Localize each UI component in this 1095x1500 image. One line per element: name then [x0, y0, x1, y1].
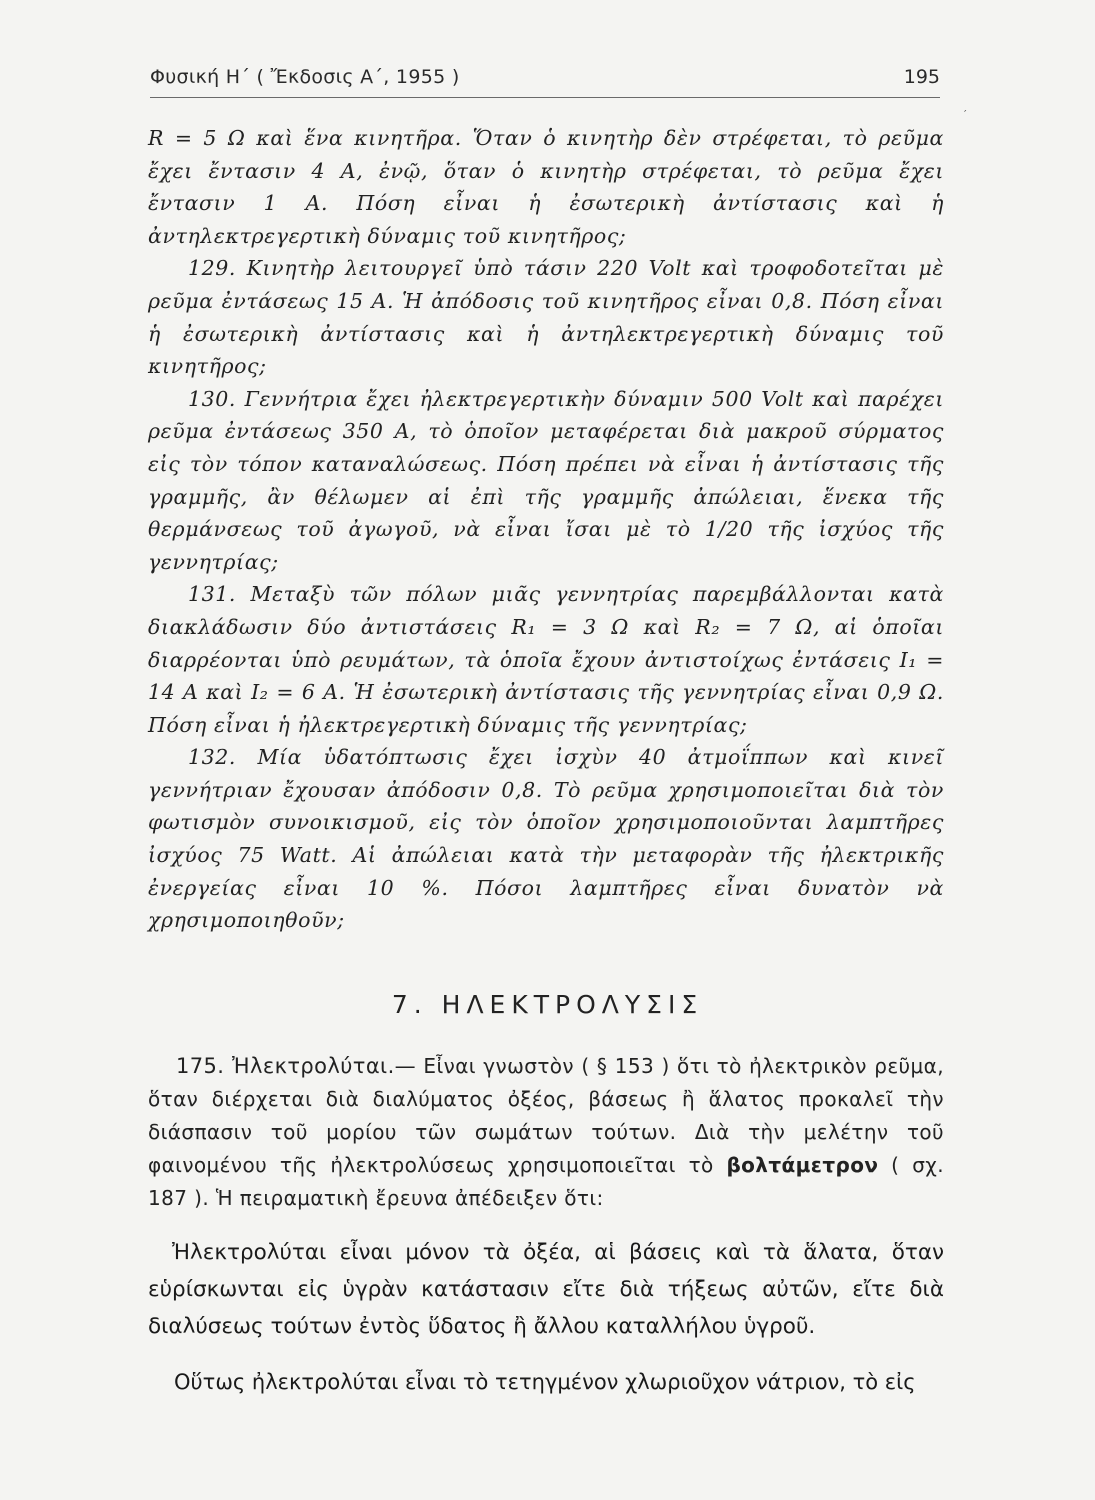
- article-lead: 175. Ἠλεκτρολύται.—: [176, 1054, 417, 1078]
- header-rule: [150, 97, 940, 98]
- problem-131: 131. Μεταξὺ τῶν πόλων μιᾶς γεννητρίας παρεμβάλλονται κατὰ διακλάδωσιν δύο ἀντιστάσεις R₁ = 3 Ω καὶ R₂ = 7 Ω, αἱ ὁποῖαι διαρρέονται ὑπὸ ρευμάτων, τὰ ὁποῖα ἔχουν ἀντιστοίχως ἐντάσεις I₁ = 14 Α καὶ I₂ = 6 Α. Ἡ ἐσωτερικὴ ἀντίστασις τῆς γεννητρίας εἶναι 0,9 Ω. Πόση εἶναι ἡ ἠλεκτρεγερτικὴ δύναμις τῆς γεννητρίας;: [148, 582, 944, 737]
- problem-128-continued: R = 5 Ω καὶ ἕνα κινητῆρα. Ὅταν ὁ κινητὴρ δὲν στρέφεται, τὸ ρεῦμα ἔχει ἔντασιν 4 Α, ἐνῷ, ὅταν ὁ κινητὴρ στρέφεται, τὸ ρεῦμα ἔχει ἔντασιν 1 Α. Πόση εἶναι ἡ ἐσωτερικὴ ἀντίστασις καὶ ἡ ἀντηλεκτρεγερτικὴ δύναμις τοῦ κινητῆρος;: [148, 126, 944, 248]
- page-number: 195: [903, 66, 940, 88]
- term-voltameter: βολτάμετρον: [726, 1153, 879, 1177]
- problem-132: 132. Μία ὑδατόπτωσις ἔχει ἰσχὺν 40 ἀτμοΐππων καὶ κινεῖ γεννήτριαν ἔχουσαν ἀπόδοσιν 0,8. Τὸ ρεῦμα χρησιμοποιεῖται διὰ τὸν φωτισμὸν συνοικισμοῦ, εἰς τὸν ὁποῖον χρησιμοποιοῦνται λαμπτῆρες ἰσχύος 75 Watt. Αἱ ἀπώλειαι κατὰ τὴν μεταφορὰν τῆς ἠλεκτρικῆς ἐνεργείας εἶναι 10 %. Πόσοι λαμπτῆρες εἶναι δυνατὸν νὰ χρησιμοποιηθοῦν;: [148, 745, 944, 933]
- article-intro-a: Εἶναι γνωστὸν ( § 153 ) ὅτι τὸ ἠλεκτρικὸν ρεῦμα, ὅταν διέρχεται διὰ διαλύματος ὀξέος, βάσεως ἢ ἅλατος προκαλεῖ τὴν διάσπασιν τοῦ μορίου τῶν σωμάτων τούτων. Διὰ τὴν μελέτην τοῦ φαινομένου τῆς ἠλεκτρολύσεως χρησιμοποιεῖται τὸ: [148, 1054, 944, 1177]
- problem-129: 129. Κινητὴρ λειτουργεῖ ὑπὸ τάσιν 220 Volt καὶ τροφοδοτεῖται μὲ ρεῦμα ἐντάσεως 15 Α. Ἡ ἀπόδοσις τοῦ κινητῆρος εἶναι 0,8. Πόση εἶναι ἡ ἐσωτερικὴ ἀντίστασις καὶ ἡ ἀντηλεκτρεγερτικὴ δύναμις τοῦ κινητῆρος;: [148, 256, 944, 379]
- section-heading: 7. ΗΛΕΚΤΡΟΛΥΣΙΣ: [391, 990, 704, 1019]
- article-intro: [148, 1050, 944, 1215]
- rule-paragraph: Ἠλεκτρολύται εἶναι μόνον τὰ ὀξέα, αἱ βάσεις καὶ τὰ ἅλατα, ὅταν εὑρίσκωνται εἰς ὑγρὰν κατάστασιν εἴτε διὰ τήξεως αὐτῶν, εἴτε διὰ διαλύσεως τούτων ἐντὸς ὕδατος ἢ ἄλλου καταλλήλου ὑγροῦ.: [148, 1240, 944, 1339]
- article-175: [148, 1050, 944, 1215]
- problems-block: [148, 122, 944, 937]
- problem-130: 130. Γεννήτρια ἔχει ἠλεκτρεγερτικὴν δύναμιν 500 Volt καὶ παρέχει ρεῦμα ἐντάσεως 350 Α, τὸ ὁποῖον μεταφέρεται διὰ μακροῦ σύρματος εἰς τὸν τόπον καταναλώσεως. Πόση πρέπει νὰ εἶναι ἡ ἀντίστασις τῆς γραμμῆς, ἂν θέλωμεν αἱ ἐπὶ τῆς γραμμῆς ἀπώλειαι, ἕνεκα τῆς θερμάνσεως τοῦ ἀγωγοῦ, νὰ εἶναι ἴσαι μὲ τὸ 1/20 τῆς ἰσχύος τῆς γεννητρίας;: [148, 386, 944, 574]
- running-header: [150, 66, 940, 96]
- electrolyte-rule: [148, 1234, 944, 1345]
- article-intro-b: ( σχ. 187 ). Ἡ πειραματικὴ ἔρευνα ἀπέδειξεν ὅτι:: [148, 1153, 944, 1210]
- last-paragraph: Οὕτως ἠλεκτρολύται εἶναι τὸ τετηγμένον χλωριοῦχον νάτριον, τὸ εἰς: [174, 1370, 916, 1394]
- margin-mark: ′: [964, 108, 967, 121]
- last-line-block: [148, 1366, 944, 1399]
- header-title: Φυσική Η΄ ( Ἔκδοσις Α΄, 1955 ): [150, 66, 460, 88]
